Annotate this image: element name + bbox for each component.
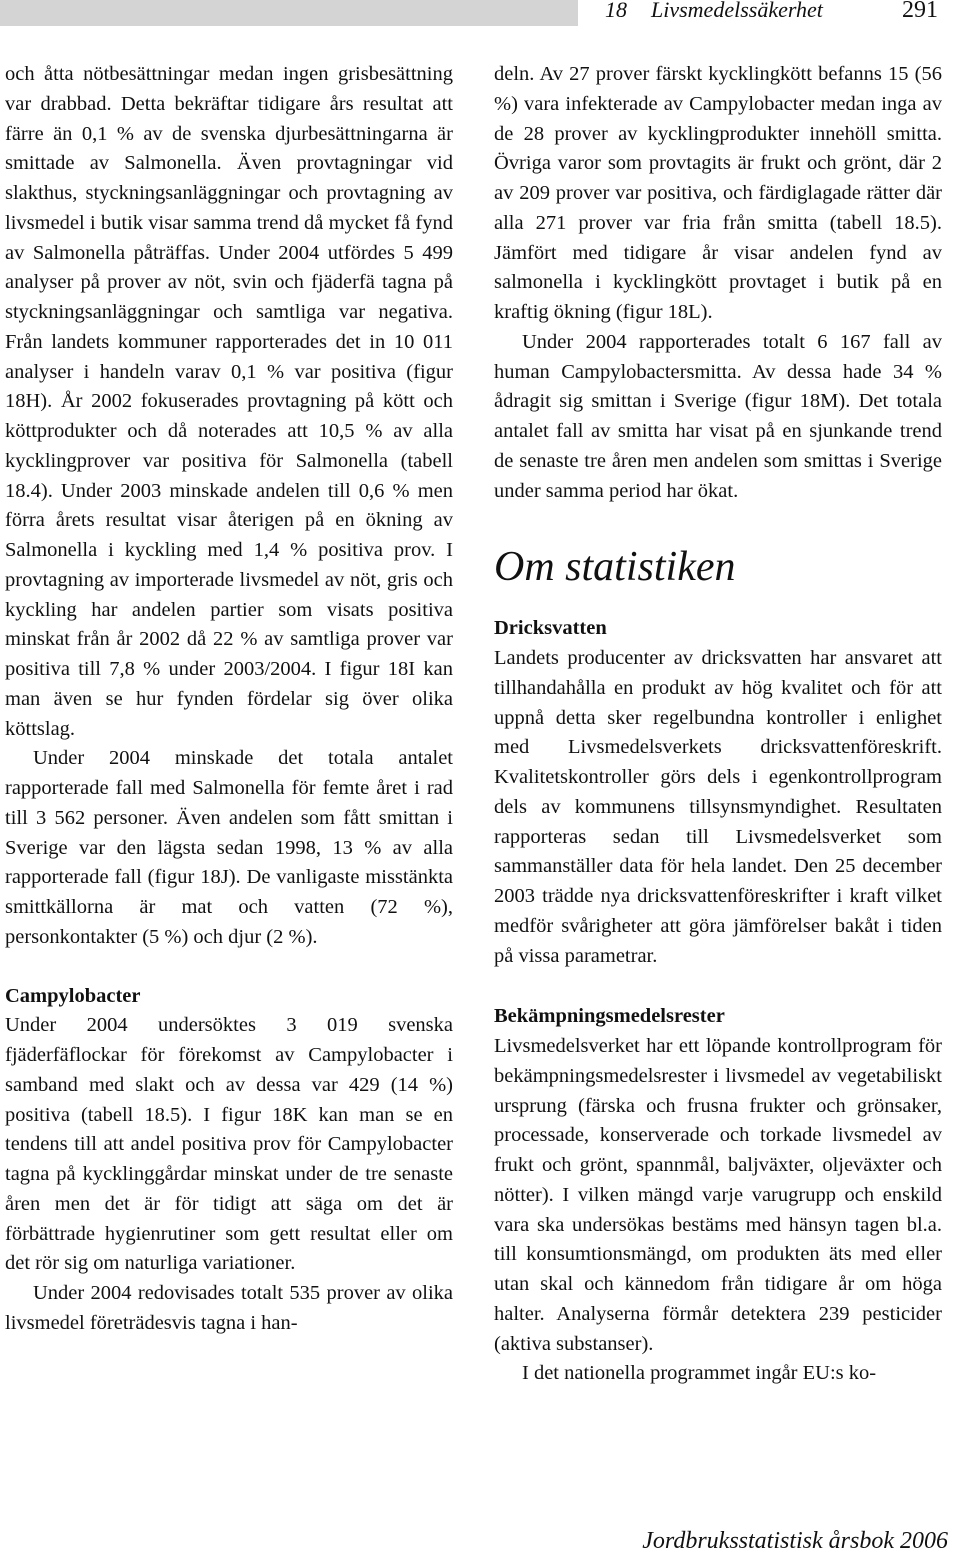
body-paragraph: Livsmedelsverket har ett löpande kontrollprogram för bekämpningsmedelsrester i livsmedel av vegetabiliskt ursprung (färska och frusna frukter och grönsaker, processade, konserverade och torkade livsmedel av frukt och grönt, spannmål, baljväxter, oljeväxter och nötter). I vilken mängd varje varugrupp och enskild vara ska undersökas bestäms med hänsyn tagen bl.a. till konsumtionsmängd, om produkten äts med eller utan skal och kännedom från tidigare år om höga halter. Analyserna förmår detektera 239 pesticider (aktiva substanser). [494, 1035, 942, 1355]
left-column [5, 60, 453, 1339]
body-paragraph: Under 2004 rapporterades totalt 6 167 fall av human Campylobactersmitta. Av dessa hade 34 % ådragit sig smittan i Sverige (figur 18M). Det totala antalet fall av smitta har visat på en sjunkande trend de senaste tre åren men andelen som smittas i Sverige under samma period har ökat. [494, 330, 942, 502]
page-number: 291 [902, 0, 938, 23]
section-title: Om statistiken [494, 544, 736, 591]
body-paragraph: och åtta nötbesättningar medan ingen grisbesättning var drabbad. Detta bekräftar tidigare års resultat att färre än 0,1 % av de svenska djurbesättningarna är smittade av Salmonella. Även provtagningar vid slakthus, styckningsanläggningar och provtagning av livsmedel i butik visar samma trend då mycket få fynd av Salmonella påträffas. Under 2004 utfördes 5 499 analyser på prover av nöt, svin och fjäderfä tagna på styckningsanläggningar och samtliga var negativa. Från landets kommuner rapporterades det in 10 011 analyser i handeln varav 0,1 % var positiva (figur 18H). År 2002 fokuserades provtagning på kött och köttprodukter och då noterades att 10,5 % av alla kycklingprover var positiva för Salmonella (tabell 18.4). Under 2003 minskade andelen till 0,6 % men förra årets resultat visar återigen på en ökning av Salmonella i kyckling med 1,4 % positiva prov. I provtagning av importerade livsmedel av nöt, gris och kyckling har andelen partier som visats positiva minskat från år 2002 då 22 % av samtliga prover var positiva till 7,8 % under 2003/2004. I figur 18I kan man även se hur fynden fördelar sig över olika köttslag. [5, 63, 453, 740]
body-paragraph: Under 2004 minskade det totala antalet rapporterade fall med Salmonella för femte året i rad till 3 562 personer. Även andelen som fått smittan i Sverige var den lägsta sedan 1998, 13 % av alla rapporterade fall (figur 18J). De vanligaste misstänkta smittkällorna är mat och vatten (72 %), personkontakter (5 %) och djur (2 %). [5, 747, 453, 948]
body-paragraph: I det nationella programmet ingår EU:s ko- [522, 1362, 877, 1385]
running-head [605, 0, 823, 23]
body-paragraph: Under 2004 undersöktes 3 019 svenska fjäderfäflockar för förekomst av Campylobacter i samband med slakt och av dessa var 429 (14 %) positiva (tabell 18.5). I figur 18K kan man se en tendens till att andel positiva prov för Campylobacter tagna på kycklinggårdar minskat under de tre senaste åren men det är för tidigt att säga om det är förbättrade hygienrutiner som gett resultat eller om det rör sig om naturliga variationer. [5, 1014, 453, 1275]
chapter-number: 18 [605, 0, 627, 22]
subheading-bekampningsmedelsrester: Bekämpningsmedelsrester [494, 1005, 725, 1028]
body-paragraph: deln. Av 27 prover färskt kycklingkött befanns 15 (56 %) vara infekterade av Campylobacter medan inga av de 28 prover av kycklingprodukter innehöll smitta. Övriga varor som provtagits är frukt och grönt, där 2 av 209 prover var positiva, och färdiglagade rätter där alla 271 prover var fria från smitta (tabell 18.5). Jämfört med tidigare år visar andelen fynd av salmonella i kycklingkött provtaget i butik på en kraftig ökning (figur 18L). [494, 63, 942, 323]
right-column [494, 60, 942, 1389]
body-paragraph: Landets producenter av dricksvatten har ansvaret att tillhandahålla en produkt av hög kvalitet och för att uppnå detta sker regelbundna kontroller i enlighet med Livsmedelsverkets dricksvattenföreskrift. Kvalitetskontroller görs dels i egenkontrollprogram dels av kommunens tillsynsmyndighet. Resultaten rapporteras sedan till Livsmedelsverket som sammanställer data för hela landet. Den 25 december 2003 trädde nya dricksvattenföreskrifter i kraft vilket medför svårigheter att göra jämförelser bakåt i tiden på vissa parametrar. [494, 647, 942, 967]
publication-footer: Jordbruksstatistisk årsbok 2006 [642, 1528, 948, 1554]
subheading-dricksvatten: Dricksvatten [494, 617, 607, 640]
subheading-campylobacter: Campylobacter [5, 984, 141, 1007]
chapter-title: Livsmedelssäkerhet [651, 0, 823, 22]
body-paragraph: Under 2004 redovisades totalt 535 prover av olika livsmedel företrädesvis tagna i han- [5, 1282, 453, 1334]
